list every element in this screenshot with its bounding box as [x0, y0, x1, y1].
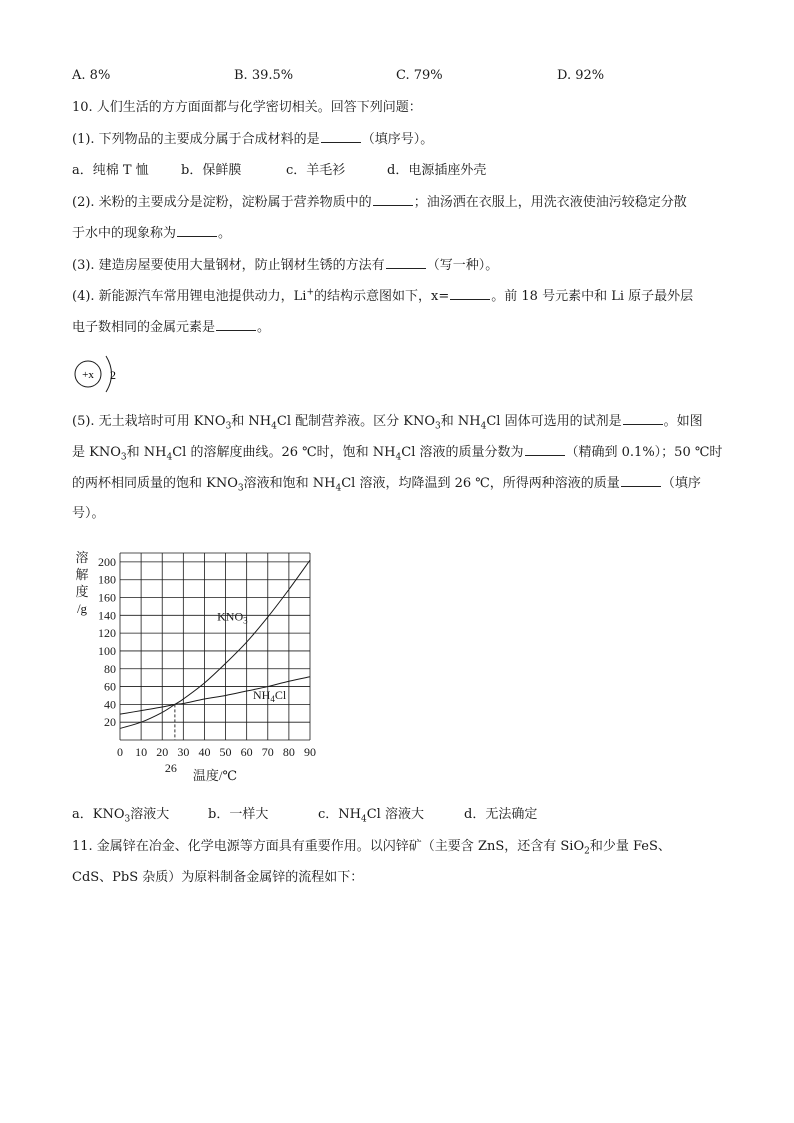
- q10-part2-text: ；油汤洒在衣服上，用洗衣液使油污较稳定分散: [413, 195, 687, 210]
- subscript: 4: [361, 814, 367, 825]
- answer-blank[interactable]: [386, 256, 426, 269]
- y-tick-label: 60: [104, 679, 116, 694]
- y-tick-label: 160: [98, 590, 116, 605]
- text: Cl 固体可选用的试剂是: [486, 414, 622, 429]
- y-axis-label: /g: [76, 601, 88, 616]
- x-tick-label: 90: [304, 745, 316, 759]
- subscript: 4: [480, 421, 487, 432]
- x-tick-label: 60: [240, 745, 253, 759]
- q10-part1-text: (1). 下列物品的主要成分属于合成材料的是: [72, 132, 320, 147]
- kno3-series-label: $KNO_3$: [217, 609, 248, 626]
- y-tick-label: 80: [104, 661, 116, 676]
- y-tick-label: 40: [104, 697, 116, 712]
- q10-part2-line2: [72, 224, 231, 243]
- q9-option-a: [72, 67, 110, 85]
- text: Cl 溶液，均降温到 26 ℃，所得两种溶液的质量: [341, 476, 620, 491]
- x-tick-label: 70: [261, 745, 274, 759]
- q10-part5-line2: [72, 443, 722, 462]
- answer-blank[interactable]: [373, 193, 413, 206]
- shell-electrons: 2: [110, 368, 116, 382]
- q10-part1-option-a: a．纯棉 T 恤: [72, 163, 149, 178]
- subscript: 3: [124, 814, 131, 825]
- text: 和少量 FeS、: [589, 839, 671, 854]
- text: 溶液大: [130, 807, 170, 822]
- subscript: 4: [395, 452, 402, 463]
- text: c．NH: [318, 807, 361, 822]
- y-tick-label: 100: [98, 643, 116, 658]
- text: 和 NH: [231, 414, 272, 429]
- subscript: 4: [166, 452, 173, 463]
- nh4cl-series-label: $NH_4Cl$: [253, 688, 287, 705]
- answer-blank[interactable]: [177, 224, 217, 237]
- q9-option-d: [557, 67, 604, 85]
- y-tick-label: 20: [104, 715, 116, 730]
- y-tick-label: 140: [98, 608, 116, 623]
- subscript: 3: [225, 421, 232, 432]
- q10-part5-option-d: d．无法确定: [464, 807, 538, 822]
- q10-part4-text: 电子数相同的金属元素是: [72, 320, 216, 335]
- subscript: 2: [584, 846, 590, 857]
- x-tick-label: 80: [282, 745, 295, 759]
- kno3-series-label-subscript: 3: [243, 615, 248, 626]
- text: （填序: [661, 476, 701, 491]
- answer-blank[interactable]: [623, 412, 663, 425]
- subscript: 4: [335, 483, 342, 494]
- text: 和 NH: [440, 414, 481, 429]
- q10-part5-option-b: b．一样大: [208, 807, 269, 822]
- x-tick-label: 40: [198, 745, 211, 759]
- text: (5). 无土栽培时可用 KNO: [72, 414, 226, 429]
- y-tick-label: 200: [98, 554, 116, 569]
- nucleus-charge: +x: [82, 369, 94, 381]
- y-axis-label: 度: [75, 584, 89, 599]
- text: a．KNO: [72, 807, 125, 822]
- q10-stem: 10. 人们生活的方方面面都与化学密切相关。回答下列问题：: [72, 100, 422, 115]
- solubility-chart: [70, 548, 330, 788]
- q10-part1-text-end: （填序号）。: [361, 132, 434, 147]
- q10-part3-text: （写一种）。: [426, 258, 499, 273]
- subscript: 4: [271, 421, 277, 432]
- x-tick-label: 10: [135, 745, 148, 759]
- q10-part3-text: (3). 建造房屋要使用大量钢材，防止钢材生锈的方法有: [72, 258, 385, 273]
- x-tick-label: 30: [177, 745, 190, 759]
- x-tick-label: 20: [156, 745, 169, 759]
- q10-part2-text: 。: [218, 226, 232, 241]
- q10-part4-text: 。: [257, 320, 271, 335]
- text: 。如图: [663, 414, 703, 429]
- text: 和 NH: [126, 445, 167, 460]
- y-axis-label: 溶: [75, 550, 89, 565]
- x-axis-label: 温度/℃: [192, 768, 238, 783]
- nh4cl-series-label-subscript: 4: [270, 694, 275, 705]
- kno3-solubility-curve: [120, 560, 310, 728]
- chart-curves: [120, 560, 310, 740]
- q10-part5-line1: [72, 412, 703, 431]
- q10-part4-line1: [72, 287, 693, 306]
- q11-line2: CdS、PbS 杂质）为原料制备金属锌的流程如下：: [72, 870, 364, 885]
- text: 的两杯相同质量的饱和 KNO: [72, 476, 238, 491]
- answer-blank[interactable]: [450, 287, 490, 300]
- option-letter: B.: [234, 68, 248, 83]
- subscript: 3: [435, 421, 441, 432]
- text: Cl 的溶解度曲线。26 ℃时，饱和 NH: [172, 445, 396, 460]
- x-tick-label: 0: [117, 745, 123, 759]
- option-letter: A.: [72, 68, 86, 83]
- subscript: 3: [237, 483, 244, 494]
- y-tick-label: 120: [98, 626, 116, 641]
- q10-part4-text: 的结构示意图如下，x=: [314, 289, 450, 304]
- answer-blank[interactable]: [525, 443, 565, 456]
- option-text: 79%: [413, 68, 443, 83]
- answer-blank[interactable]: [216, 318, 256, 331]
- q10-part2-text: (2). 米粉的主要成分是淀粉，淀粉属于营养物质中的: [72, 195, 372, 210]
- q10-part5-option-c: [318, 806, 424, 824]
- q10-part2-line1: [72, 193, 687, 212]
- subscript: 3: [120, 452, 127, 463]
- q9-option-b: [234, 67, 293, 85]
- y-axis-label: 解: [75, 567, 89, 582]
- nh4cl-series-label-suffix: Cl: [274, 688, 287, 703]
- option-letter: D.: [557, 68, 572, 83]
- option-text: 8%: [89, 68, 111, 83]
- q10-part5-line3: [72, 474, 701, 493]
- ion-charge: +: [306, 287, 315, 298]
- q10-part1-option-b: b．保鲜膜: [181, 163, 242, 178]
- q10-part3: [72, 256, 498, 275]
- li-ion-structure-diagram: [72, 352, 132, 398]
- option-letter: C.: [396, 68, 410, 83]
- q10-part1-option-d: d．电源插座外壳: [387, 163, 487, 178]
- q10-part4-line2: [72, 318, 270, 337]
- x-tick-label: 50: [219, 745, 232, 759]
- text: Cl 配制营养液。区分 KNO: [276, 414, 436, 429]
- q10-part1: [72, 130, 433, 149]
- option-text: 92%: [575, 68, 605, 83]
- q10-part4-text: (4). 新能源汽车常用锂电池提供动力，Li: [72, 289, 307, 304]
- q9-option-c: [396, 67, 443, 85]
- q10-part4-text: 。前 18 号元素中和 Li 原子最外层: [491, 289, 694, 304]
- y-tick-label: 180: [98, 572, 116, 587]
- intersection-tick-label: 26: [164, 761, 177, 775]
- chart-grid: [120, 553, 310, 740]
- text: Cl 溶液的质量分数为: [401, 445, 524, 460]
- text: Cl 溶液大: [366, 807, 424, 822]
- q11-line1: [72, 838, 671, 856]
- text: 是 KNO: [72, 445, 121, 460]
- q10-part5-line4: 号）。: [72, 506, 105, 521]
- answer-blank[interactable]: [621, 474, 661, 487]
- chart-labels: [75, 550, 316, 783]
- q10-part5-option-a: [72, 806, 169, 824]
- q10-part2-text: 于水中的现象称为: [72, 226, 177, 241]
- text: （精确到 0.1%）；50 ℃时: [565, 445, 723, 460]
- option-text: 39.5%: [251, 68, 294, 83]
- text: 溶液和饱和 NH: [243, 476, 336, 491]
- text: 11. 金属锌在冶金、化学电源等方面具有重要作用。以闪锌矿（主要含 ZnS，还含有 SiO: [72, 839, 585, 854]
- q10-part1-option-c: c．羊毛衫: [286, 163, 346, 178]
- answer-blank[interactable]: [321, 130, 361, 143]
